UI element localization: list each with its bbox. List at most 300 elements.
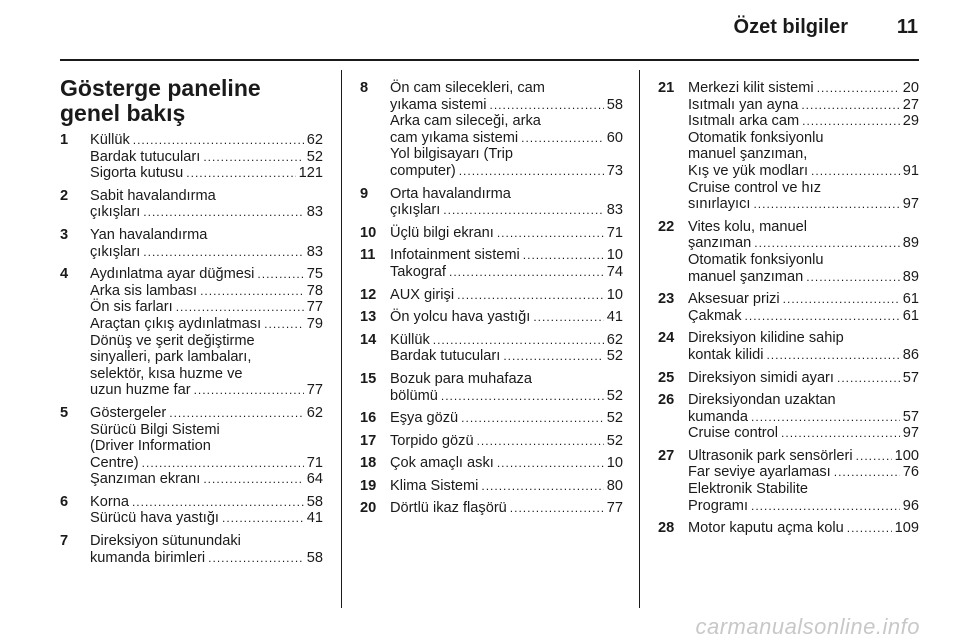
- entry-topic: Aksesuar prizi: [688, 291, 780, 308]
- page-reference[interactable]: 61: [902, 307, 919, 324]
- entry-line: [688, 252, 919, 269]
- dot-leader: [817, 80, 900, 97]
- index-entry: [360, 455, 623, 472]
- dot-leader: [176, 299, 304, 316]
- page-reference[interactable]: 83: [306, 243, 323, 260]
- entry-line: [90, 533, 323, 550]
- entry-topic: Çakmak: [688, 307, 742, 324]
- entry-topic: Dönüş ve şerit değiştirme: [90, 332, 255, 349]
- entry-topic: Küllük: [390, 331, 430, 348]
- entry-topic: Direksiyon simidi ayarı: [688, 369, 834, 386]
- entry-line: [390, 163, 623, 180]
- entry-line: [688, 80, 919, 97]
- entry-line: [90, 283, 323, 300]
- index-entry: [60, 188, 323, 221]
- dot-leader: [751, 409, 900, 426]
- entry-line: [90, 438, 323, 455]
- entry-line: [390, 247, 623, 264]
- watermark: carmanualsonline.info: [695, 614, 920, 639]
- entry-line: [90, 165, 323, 182]
- dot-leader: [753, 196, 899, 213]
- entry-line: [688, 425, 919, 442]
- page-reference[interactable]: 57: [902, 369, 919, 386]
- page-reference[interactable]: 121: [298, 165, 323, 182]
- dot-leader: [801, 97, 899, 114]
- entry-line: [90, 510, 323, 527]
- entry-number: 27: [658, 447, 675, 464]
- entry-topic: Torpido gözü: [390, 432, 474, 449]
- dot-leader: [194, 382, 304, 399]
- dot-leader: [802, 113, 900, 130]
- entry-line: [90, 316, 323, 333]
- page-reference[interactable]: 97: [902, 425, 919, 442]
- entry-number: 14: [360, 331, 377, 348]
- entry-topic: Bozuk para muhafaza: [390, 370, 532, 387]
- dot-leader: [510, 500, 604, 517]
- index-entry: [360, 287, 623, 304]
- page-reference[interactable]: 97: [902, 196, 919, 213]
- entry-topic: Sürücü Bilgi Sistemi: [90, 421, 220, 438]
- index-entry: [658, 330, 919, 363]
- dot-leader: [837, 370, 900, 387]
- entry-line: [688, 269, 919, 286]
- dot-leader: [523, 247, 604, 264]
- index-entry: [658, 370, 919, 387]
- entry-topic: Yan havalandırma: [90, 226, 208, 243]
- page-reference[interactable]: 60: [606, 129, 623, 146]
- entry-line: [390, 348, 623, 365]
- index-entry: [60, 227, 323, 260]
- entry-topic: AUX girişi: [390, 286, 455, 303]
- entry-line: [390, 130, 623, 147]
- entry-number: 6: [60, 493, 69, 510]
- entry-line: [390, 225, 623, 242]
- page-reference[interactable]: 62: [306, 404, 323, 421]
- entry-topic: Kış ve yük modları: [688, 162, 809, 179]
- entry-topic: cam yıkama sistemi: [390, 129, 519, 146]
- entry-topic: Klima Sistemi: [390, 477, 479, 494]
- entry-topic: Isıtmalı arka cam: [688, 113, 800, 130]
- entry-line: [390, 500, 623, 517]
- entry-line: [688, 448, 919, 465]
- entry-line: [90, 132, 323, 149]
- entry-topic: uzun huzme far: [90, 382, 191, 399]
- page-reference[interactable]: 64: [306, 471, 323, 488]
- entry-number: 26: [658, 392, 675, 409]
- dot-leader: [481, 478, 603, 495]
- entry-topic: Otomatik fonksiyonlu: [688, 251, 824, 268]
- entry-line: [390, 433, 623, 450]
- entry-line: [90, 550, 323, 567]
- entry-line: [688, 481, 919, 498]
- entry-topic: (Driver Information: [90, 438, 211, 455]
- index-entry: [360, 309, 623, 326]
- entry-line: [688, 498, 919, 515]
- entry-line: [90, 204, 323, 221]
- dot-leader: [186, 165, 295, 182]
- entry-topic: çıkışları: [90, 243, 141, 260]
- entry-topic: sınırlayıcı: [688, 196, 751, 213]
- entry-topic: selektör, kısa huzme ve: [90, 365, 243, 382]
- entry-topic: Centre): [90, 454, 139, 471]
- entry-number: 18: [360, 455, 377, 472]
- page-reference[interactable]: 10: [606, 455, 623, 472]
- entry-line: [688, 235, 919, 252]
- entry-line: [90, 227, 323, 244]
- page-reference[interactable]: 77: [306, 299, 323, 316]
- entry-line: [688, 370, 919, 387]
- dot-leader: [781, 425, 900, 442]
- entry-number: 21: [658, 80, 675, 96]
- entry-topic: Sigorta kutusu: [90, 165, 184, 182]
- entry-line: [390, 97, 623, 114]
- index-entry: [658, 448, 919, 514]
- entry-topic: Arka sis lambası: [90, 282, 198, 299]
- entry-line: [390, 371, 623, 388]
- dot-leader: [142, 455, 304, 472]
- dot-leader: [200, 283, 304, 300]
- page-reference[interactable]: 109: [894, 520, 919, 537]
- page-reference[interactable]: 58: [306, 549, 323, 566]
- entry-line: [90, 494, 323, 511]
- page-reference[interactable]: 61: [902, 291, 919, 308]
- index-entry: [360, 80, 623, 180]
- entry-line: [90, 349, 323, 366]
- page-reference[interactable]: 71: [306, 454, 323, 471]
- page-reference[interactable]: 58: [306, 493, 323, 510]
- entry-line: [390, 309, 623, 326]
- entry-line: [390, 332, 623, 349]
- page-reference[interactable]: 83: [606, 202, 623, 219]
- entry-topic: Merkezi kilit sistemi: [688, 80, 814, 96]
- page-reference[interactable]: 62: [306, 132, 323, 148]
- entry-number: 1: [60, 132, 69, 148]
- entry-line: [390, 202, 623, 219]
- page-reference[interactable]: 89: [902, 268, 919, 285]
- entry-line: [90, 333, 323, 350]
- entry-topic: Bardak tutucuları: [390, 348, 501, 365]
- entry-number: 12: [360, 286, 377, 303]
- entry-topic: çıkışları: [390, 202, 441, 219]
- entry-line: [688, 113, 919, 130]
- index-column-2: [360, 80, 623, 523]
- page-reference[interactable]: 73: [606, 162, 623, 179]
- entry-topic: şanzıman: [688, 235, 752, 252]
- page-reference[interactable]: 52: [606, 432, 623, 449]
- entry-topic: Ön cam silecekleri, cam: [390, 80, 545, 96]
- index-column-3: [658, 80, 919, 543]
- entry-number: 22: [658, 218, 675, 235]
- entry-topic: Far seviye ayarlaması: [688, 464, 831, 481]
- page-reference[interactable]: 52: [306, 148, 323, 165]
- entry-topic: Takograf: [390, 263, 446, 280]
- entry-line: [390, 264, 623, 281]
- entry-topic: computer): [390, 162, 456, 179]
- index-entry: [360, 247, 623, 280]
- entry-topic: Programı: [688, 497, 749, 514]
- dot-leader: [143, 204, 303, 221]
- entry-line: [90, 244, 323, 261]
- page-reference[interactable]: 96: [902, 497, 919, 514]
- page-reference[interactable]: 77: [606, 500, 623, 517]
- entry-topic: Isıtmalı yan ayna: [688, 96, 799, 113]
- index-entry: [360, 478, 623, 495]
- index-entry: [658, 392, 919, 442]
- entry-line: [90, 188, 323, 205]
- entry-line: [390, 146, 623, 163]
- entry-line: [390, 388, 623, 405]
- entry-line: [390, 113, 623, 130]
- entry-topic: Ön sis farları: [90, 299, 173, 316]
- entry-topic: Yol bilgisayarı (Trip: [390, 146, 514, 163]
- page-reference[interactable]: 75: [306, 266, 323, 283]
- dot-leader: [132, 494, 304, 511]
- entry-line: [90, 422, 323, 439]
- entry-line: [688, 130, 919, 147]
- page-reference[interactable]: 52: [606, 410, 623, 427]
- entry-topic: Eşya gözü: [390, 410, 459, 427]
- entry-topic: manuel şanzıman,: [688, 146, 808, 163]
- index-entry: [360, 433, 623, 450]
- column-divider: [639, 70, 640, 608]
- entry-topic: Motor kaputu açma kolu: [688, 520, 844, 537]
- entry-number: 19: [360, 477, 377, 494]
- dot-leader: [477, 433, 604, 450]
- entry-number: 24: [658, 330, 675, 347]
- entry-topic: Elektronik Stabilite: [688, 481, 809, 498]
- entry-topic: yıkama sistemi: [390, 96, 487, 113]
- dot-leader: [264, 316, 304, 333]
- entry-line: [688, 97, 919, 114]
- page-reference[interactable]: 20: [902, 80, 919, 96]
- entry-number: 2: [60, 187, 69, 204]
- section-title: Gösterge paneline genel bakış: [60, 75, 261, 126]
- index-entry: [60, 266, 323, 399]
- index-entry: [658, 520, 919, 537]
- dot-leader: [433, 332, 604, 349]
- page-reference[interactable]: 10: [606, 286, 623, 303]
- entry-line: [688, 347, 919, 364]
- entry-line: [90, 149, 323, 166]
- dot-leader: [856, 448, 892, 465]
- entry-line: [90, 382, 323, 399]
- entry-line: [90, 455, 323, 472]
- dot-leader: [459, 163, 604, 180]
- dot-leader: [847, 520, 892, 537]
- entry-number: 20: [360, 500, 377, 517]
- dot-leader: [521, 130, 604, 147]
- entry-topic: Cruise control: [688, 425, 779, 442]
- page-reference[interactable]: 91: [902, 162, 919, 179]
- dot-leader: [497, 225, 604, 242]
- entry-number: 25: [658, 369, 675, 386]
- index-entry: [360, 371, 623, 404]
- index-entry: [658, 219, 919, 285]
- index-entry: [60, 132, 323, 182]
- page-reference[interactable]: 78: [306, 282, 323, 299]
- entry-line: [390, 478, 623, 495]
- dot-leader: [449, 264, 604, 281]
- entry-topic: kumanda: [688, 408, 749, 425]
- dot-leader: [503, 348, 603, 365]
- entry-topic: Sürücü hava yastığı: [90, 510, 219, 527]
- page-reference[interactable]: 10: [606, 247, 623, 264]
- dot-leader: [834, 464, 900, 481]
- entry-line: [390, 287, 623, 304]
- entry-number: 8: [360, 80, 369, 96]
- entry-line: [688, 308, 919, 325]
- entry-number: 3: [60, 226, 69, 243]
- page-reference[interactable]: 83: [306, 204, 323, 221]
- page-reference[interactable]: 27: [902, 96, 919, 113]
- dot-leader: [222, 510, 304, 527]
- dot-leader: [169, 405, 304, 422]
- dot-leader: [133, 132, 304, 149]
- entry-number: 7: [60, 533, 69, 550]
- index-entry: [658, 291, 919, 324]
- dot-leader: [457, 287, 604, 304]
- entry-line: [390, 186, 623, 203]
- entry-line: [90, 405, 323, 422]
- entry-topic: Şanzıman ekranı: [90, 471, 201, 488]
- index-entry: [60, 494, 323, 527]
- dot-leader: [257, 266, 303, 283]
- index-entry: [60, 405, 323, 488]
- entry-line: [688, 392, 919, 409]
- entry-line: [688, 291, 919, 308]
- page-reference[interactable]: 52: [606, 348, 623, 365]
- page-reference[interactable]: 89: [902, 235, 919, 252]
- entry-topic: Ultrasonik park sensörleri: [688, 447, 853, 464]
- entry-number: 5: [60, 404, 69, 421]
- dot-leader: [490, 97, 604, 114]
- page-reference[interactable]: 57: [902, 408, 919, 425]
- entry-topic: kumanda birimleri: [90, 549, 206, 566]
- entry-line: [688, 146, 919, 163]
- entry-topic: Küllük: [90, 132, 130, 148]
- entry-number: 11: [360, 247, 376, 264]
- entry-line: [688, 409, 919, 426]
- entry-topic: Otomatik fonksiyonlu: [688, 129, 824, 146]
- page-reference[interactable]: 74: [606, 263, 623, 280]
- entry-topic: Göstergeler: [90, 404, 167, 421]
- index-column-1: [60, 76, 323, 572]
- dot-leader: [751, 498, 900, 515]
- index-entry: [360, 332, 623, 365]
- page-reference[interactable]: 62: [606, 331, 623, 348]
- dot-leader: [745, 308, 900, 325]
- entry-line: [688, 163, 919, 180]
- entry-topic: Vites kolu, manuel: [688, 218, 807, 235]
- entry-topic: Dörtlü ikaz flaşörü: [390, 500, 507, 517]
- dot-leader: [766, 347, 899, 364]
- dot-leader: [461, 410, 604, 427]
- entry-topic: Korna: [90, 493, 129, 510]
- entry-number: 17: [360, 432, 377, 449]
- entry-line: [688, 180, 919, 197]
- entry-topic: Cruise control ve hız: [688, 179, 822, 196]
- page-reference[interactable]: 41: [306, 510, 323, 527]
- dot-leader: [203, 471, 303, 488]
- header-divider: [60, 59, 919, 61]
- entry-number: 4: [60, 266, 69, 283]
- entry-line: [90, 366, 323, 383]
- page-reference[interactable]: 52: [606, 387, 623, 404]
- page-reference[interactable]: 100: [894, 447, 919, 464]
- dot-leader: [811, 163, 900, 180]
- index-entry: [360, 500, 623, 517]
- dot-leader: [806, 269, 900, 286]
- entry-number: 23: [658, 291, 675, 308]
- entry-topic: Araçtan çıkış aydınlatması: [90, 315, 262, 332]
- entry-line: [688, 520, 919, 537]
- entry-number: 28: [658, 520, 675, 537]
- entry-topic: Sabit havalandırma: [90, 187, 216, 204]
- entry-line: [90, 471, 323, 488]
- entry-number: 10: [360, 224, 377, 241]
- entry-line: [390, 455, 623, 472]
- entry-line: [688, 464, 919, 481]
- dot-leader: [208, 550, 304, 567]
- entry-topic: sinyalleri, park lambaları,: [90, 349, 252, 366]
- entry-topic: çıkışları: [90, 204, 141, 221]
- entry-topic: Direksiyon kilidine sahip: [688, 330, 844, 347]
- entry-number: 15: [360, 370, 377, 387]
- index-entry: [658, 80, 919, 213]
- entry-line: [90, 266, 323, 283]
- entry-topic: manuel şanzıman: [688, 268, 804, 285]
- dot-leader: [143, 244, 303, 261]
- entry-topic: Ön yolcu hava yastığı: [390, 309, 531, 326]
- entry-topic: Arka cam sileceği, arka: [390, 113, 541, 130]
- entry-topic: Direksiyondan uzaktan: [688, 392, 836, 409]
- entry-number: 16: [360, 410, 377, 427]
- page-reference[interactable]: 76: [902, 464, 919, 481]
- page-reference[interactable]: 41: [606, 309, 623, 326]
- dot-leader: [533, 309, 603, 326]
- page-reference[interactable]: 79: [306, 315, 323, 332]
- index-entry: [60, 533, 323, 566]
- entry-topic: Üçlü bilgi ekranı: [390, 224, 494, 241]
- column-divider: [341, 70, 342, 608]
- entry-topic: Bardak tutucuları: [90, 148, 201, 165]
- dot-leader: [203, 149, 303, 166]
- dot-leader: [754, 235, 899, 252]
- entry-line: [390, 80, 623, 97]
- entry-topic: Infotainment sistemi: [390, 247, 520, 264]
- entry-number: 9: [360, 185, 369, 202]
- page-reference[interactable]: 80: [606, 477, 623, 494]
- entry-line: [688, 219, 919, 236]
- page-reference[interactable]: 86: [902, 346, 919, 363]
- dot-leader: [441, 388, 604, 405]
- entry-topic: kontak kilidi: [688, 346, 764, 363]
- index-entry: [360, 225, 623, 242]
- entry-line: [688, 330, 919, 347]
- page-reference[interactable]: 71: [606, 224, 623, 241]
- page-reference[interactable]: 77: [306, 382, 323, 399]
- page-header-title: Özet bilgiler: [733, 16, 848, 38]
- entry-topic: Aydınlatma ayar düğmesi: [90, 266, 255, 283]
- entry-topic: Direksiyon sütunundaki: [90, 533, 241, 550]
- page-number: 11: [896, 16, 918, 38]
- index-entry: [360, 186, 623, 219]
- page-reference[interactable]: 29: [902, 113, 919, 130]
- page-reference[interactable]: 58: [606, 96, 623, 113]
- entry-number: 13: [360, 309, 377, 326]
- dot-leader: [783, 291, 900, 308]
- entry-line: [390, 410, 623, 427]
